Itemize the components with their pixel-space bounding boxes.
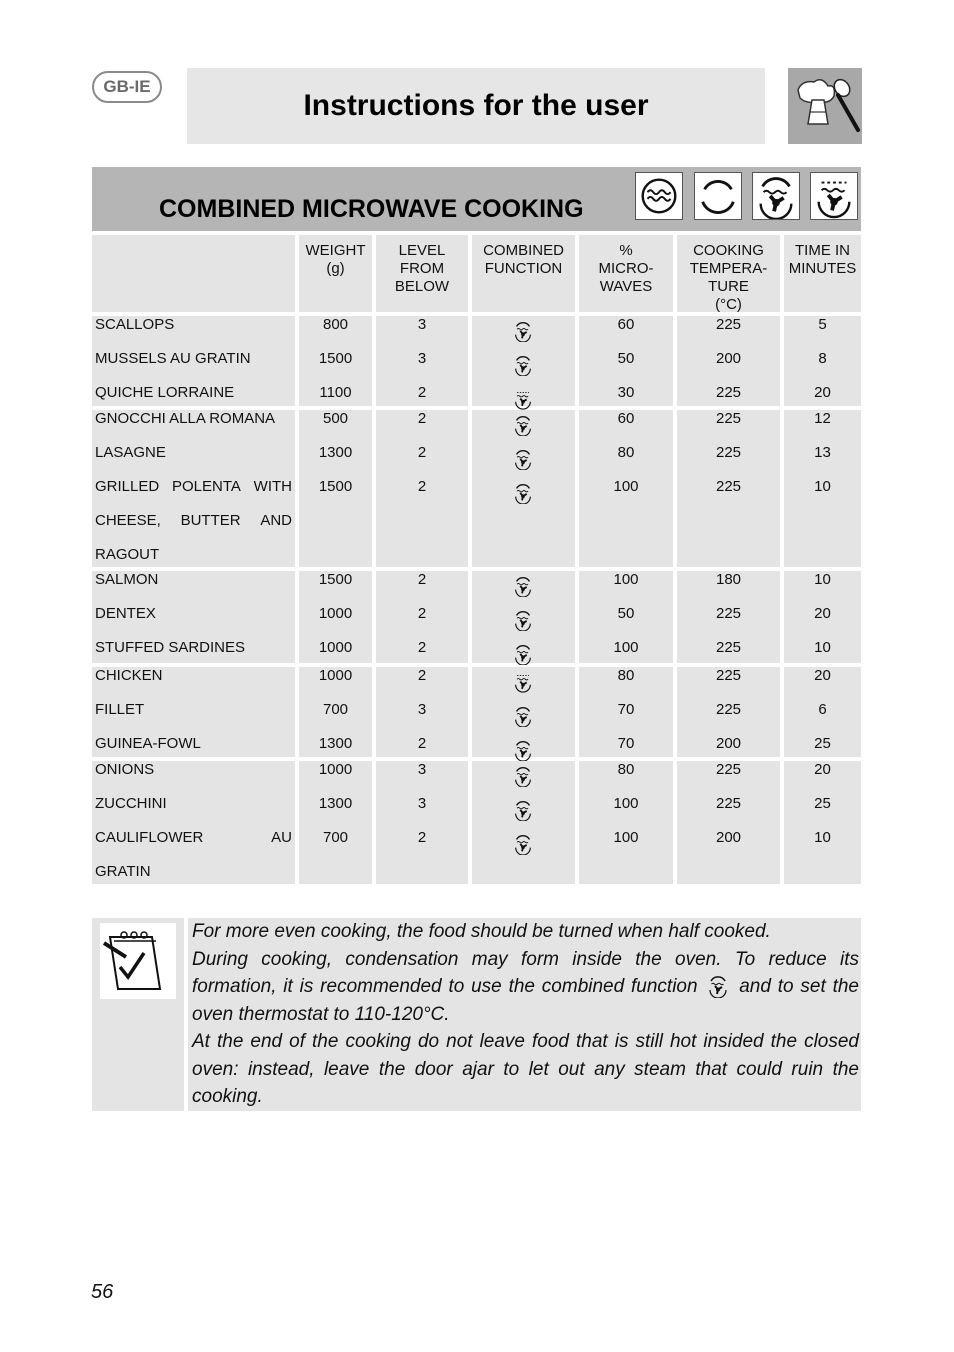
group-3-micro-column: [579, 571, 673, 663]
group-2-temp-column: [677, 410, 780, 567]
level-value: 2: [417, 667, 427, 684]
food-name: SCALLOPS: [95, 316, 175, 333]
time-value: 20: [814, 761, 831, 778]
fan-grill-icon: [512, 739, 534, 761]
time-value: 25: [814, 735, 831, 752]
group-1-time-column: [784, 316, 861, 406]
group-2-func-column: [472, 410, 575, 567]
weight-value: 1000: [318, 667, 353, 684]
fan-circular-icon: [810, 172, 858, 220]
page-title: Instructions for the user: [303, 89, 649, 122]
time-value: 20: [814, 605, 831, 622]
note-paragraph-2: During cooking, condensation may form inside the oven. To reduce its formation, it is recommended to use the combined function and to set the oven thermostat to 110-120°C.: [192, 948, 859, 1025]
header-time: TIME IN MINUTES: [784, 235, 861, 312]
group-5-temp-column: [677, 761, 780, 884]
time-value: 13: [814, 444, 831, 461]
food-name: LASAGNE: [95, 444, 166, 461]
level-value: 3: [417, 795, 427, 812]
micro-value: 70: [617, 701, 635, 718]
temp-value: 225: [715, 444, 742, 461]
food-name: GRILLED POLENTA WITH: [95, 478, 292, 495]
fan-circular-icon: [512, 671, 534, 693]
food-name: RAGOUT: [95, 546, 160, 563]
fan-grill-icon: [512, 833, 534, 855]
food-name: DENTEX: [95, 605, 156, 622]
micro-value: 70: [617, 735, 635, 752]
header-microwaves: % MICRO- WAVES: [579, 235, 673, 312]
group-5-func-column: [472, 761, 575, 884]
level-value: 3: [417, 316, 427, 333]
food-name: QUICHE LORRAINE: [95, 384, 235, 401]
weight-value: 700: [322, 701, 349, 718]
time-value: 10: [814, 829, 831, 846]
temp-value: 225: [715, 639, 742, 656]
page-number: 56: [91, 1281, 114, 1303]
weight-value: 1300: [318, 795, 353, 812]
food-name: STUFFED SARDINES: [95, 639, 246, 656]
weight-value: 1000: [318, 605, 353, 622]
temp-value: 200: [715, 829, 742, 846]
temp-value: 225: [715, 701, 742, 718]
group-5-weight-column: [299, 761, 372, 884]
time-value: 20: [814, 667, 831, 684]
micro-value: 30: [617, 384, 635, 401]
group-2-micro-column: [579, 410, 673, 567]
section-title: COMBINED MICROWAVE COOKING: [159, 195, 584, 223]
weight-value: 700: [322, 829, 349, 846]
group-3-food-column: [92, 571, 295, 663]
micro-value: 100: [613, 571, 639, 588]
group-4-food-column: [92, 667, 295, 757]
temp-value: 225: [715, 478, 742, 495]
group-1-food-column: [92, 316, 295, 406]
fan-grill-icon: [752, 172, 800, 220]
header-function: COMBINED FUNCTION: [472, 235, 575, 312]
level-value: 2: [417, 605, 427, 622]
weight-value: 1500: [318, 478, 353, 495]
temp-value: 225: [715, 667, 742, 684]
group-3-weight-column: [299, 571, 372, 663]
weight-value: 1500: [318, 350, 353, 367]
micro-value: 100: [613, 639, 639, 656]
food-name: FILLET: [95, 701, 145, 718]
level-value: 2: [417, 571, 427, 588]
food-name: MUSSELS AU GRATIN: [95, 350, 251, 367]
level-value: 2: [417, 639, 427, 656]
micro-value: 50: [617, 605, 635, 622]
temp-value: 200: [715, 735, 742, 752]
note-paragraph-3: At the end of the cooking do not leave food that is still hot insided the closed oven: instead, leave the door ajar to let out any steam that could ruin the cooking.: [192, 1031, 859, 1107]
fan-grill-icon: [512, 414, 534, 436]
food-name: GRATIN: [95, 863, 151, 880]
group-1-micro-column: [579, 316, 673, 406]
temp-value: 225: [715, 605, 742, 622]
temp-value: 225: [715, 410, 742, 427]
micro-value: 60: [617, 316, 635, 333]
micro-value: 80: [617, 444, 635, 461]
weight-value: 1000: [318, 639, 353, 656]
fan-grill-icon: [512, 320, 534, 342]
group-1-level-column: [376, 316, 468, 406]
fan-grill-icon: [512, 705, 534, 727]
time-value: 20: [814, 384, 831, 401]
fan-grill-icon: [512, 799, 534, 821]
fan-grill-icon: [512, 643, 534, 665]
time-value: 8: [818, 350, 827, 367]
time-value: 10: [814, 639, 831, 656]
micro-value: 80: [617, 667, 635, 684]
group-4-micro-column: [579, 667, 673, 757]
level-value: 2: [417, 478, 427, 495]
level-value: 3: [417, 701, 427, 718]
group-3-time-column: [784, 571, 861, 663]
weight-value: 800: [322, 316, 349, 333]
weight-value: 1300: [318, 444, 353, 461]
micro-value: 100: [613, 829, 639, 846]
title-bar: [187, 68, 765, 144]
food-name: CHEESE, BUTTER AND: [95, 512, 292, 529]
group-5-food-column: [92, 761, 295, 884]
group-4-func-column: [472, 667, 575, 757]
group-5-time-column: [784, 761, 861, 884]
fan-grill-icon: [512, 448, 534, 470]
level-value: 2: [417, 829, 427, 846]
level-value: 2: [417, 444, 427, 461]
level-value: 2: [417, 735, 427, 752]
food-name: CHICKEN: [95, 667, 163, 684]
group-1-func-column: [472, 316, 575, 406]
header-level: LEVEL FROM BELOW: [376, 235, 468, 312]
micro-value: 50: [617, 350, 635, 367]
fan-grill-icon: [512, 482, 534, 504]
micro-value: 60: [617, 410, 635, 427]
fan-grill-icon: [512, 609, 534, 631]
notepad-check-icon: [100, 923, 176, 999]
temp-value: 180: [715, 571, 742, 588]
group-4-level-column: [376, 667, 468, 757]
group-1-weight-column: [299, 316, 372, 406]
micro-value: 100: [613, 795, 639, 812]
fan-grill-icon: [512, 354, 534, 376]
group-4-weight-column: [299, 667, 372, 757]
time-value: 12: [814, 410, 831, 427]
temp-value: 200: [715, 350, 742, 367]
micro-value: 80: [617, 761, 635, 778]
group-2-weight-column: [299, 410, 372, 567]
food-name: GNOCCHI ALLA ROMANA: [95, 410, 276, 427]
group-5-level-column: [376, 761, 468, 884]
level-value: 3: [417, 350, 427, 367]
group-5-micro-column: [579, 761, 673, 884]
group-3-level-column: [376, 571, 468, 663]
fan-grill-icon: [706, 974, 730, 998]
food-name: ONIONS: [95, 761, 155, 778]
food-name: ZUCCHINI: [95, 795, 167, 812]
food-name: CAULIFLOWER AU: [95, 829, 292, 846]
note-divider: [184, 918, 188, 1111]
language-badge: GB-IE: [92, 71, 162, 103]
fan-grill-icon: [512, 575, 534, 597]
time-value: 10: [814, 571, 831, 588]
temp-value: 225: [715, 761, 742, 778]
weight-value: 1500: [318, 571, 353, 588]
header-food: [92, 235, 295, 312]
time-value: 10: [814, 478, 831, 495]
group-2-food-column: [92, 410, 295, 567]
group-3-func-column: [472, 571, 575, 663]
fan-circular-icon: [512, 388, 534, 410]
header-weight: WEIGHT (g): [299, 235, 372, 312]
micro-value: 100: [613, 478, 639, 495]
weight-value: 1100: [319, 384, 352, 401]
level-value: 2: [417, 384, 427, 401]
microwave-icon: [635, 172, 683, 220]
grill-icon: [694, 172, 742, 220]
group-2-time-column: [784, 410, 861, 567]
time-value: 5: [818, 316, 827, 333]
weight-value: 1300: [318, 735, 353, 752]
spoon-chef-hat-icon: [788, 68, 862, 144]
group-1-temp-column: [677, 316, 780, 406]
weight-value: 1000: [318, 761, 353, 778]
section-header: [92, 167, 861, 231]
time-value: 25: [814, 795, 831, 812]
group-4-time-column: [784, 667, 861, 757]
header-temperature: COOKING TEMPERA- TURE (°C): [677, 235, 780, 312]
note-text: [192, 918, 859, 1111]
food-name: SALMON: [95, 571, 159, 588]
note-box: [92, 918, 861, 1111]
group-4-temp-column: [677, 667, 780, 757]
time-value: 6: [818, 701, 827, 718]
level-value: 2: [417, 410, 427, 427]
temp-value: 225: [715, 316, 742, 333]
group-3-temp-column: [677, 571, 780, 663]
level-value: 3: [417, 761, 427, 778]
note-line-1: For more even cooking, the food should be turned when half cooked.: [192, 921, 771, 942]
weight-value: 500: [322, 410, 349, 427]
group-2-level-column: [376, 410, 468, 567]
food-name: GUINEA-FOWL: [95, 735, 201, 752]
fan-grill-icon: [512, 765, 534, 787]
temp-value: 225: [715, 795, 742, 812]
temp-value: 225: [715, 384, 742, 401]
